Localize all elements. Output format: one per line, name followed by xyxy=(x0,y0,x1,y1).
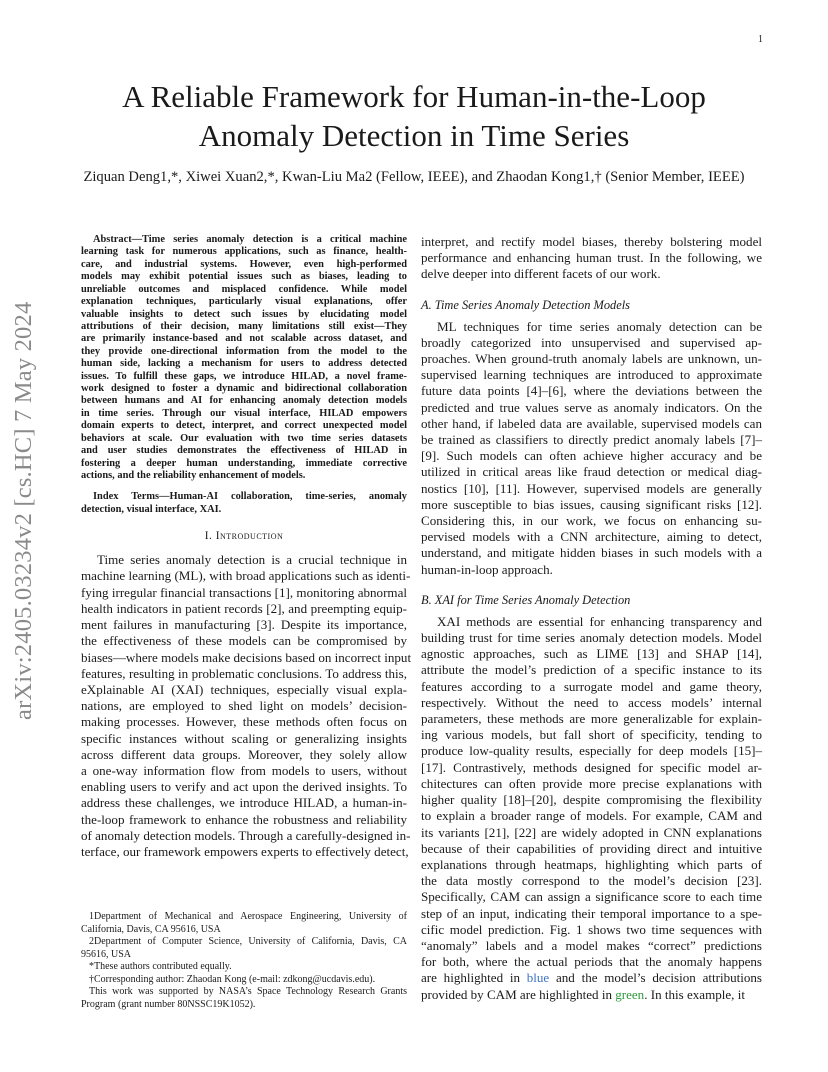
abstract-line: valuable insights to detect such issues by elucidating model xyxy=(81,308,407,320)
body-line: nations, are employed to shed light on models’ decision- xyxy=(81,698,407,714)
abstract-line: care, and industrial systems. However, even high-performed xyxy=(81,258,407,270)
page-number: 1 xyxy=(758,34,763,45)
body-line: machine learning (ML), with broad applications such as identi- xyxy=(81,568,411,584)
body-line: a one-way information flow from models to users, without xyxy=(81,762,407,778)
body-line: nostics [10], [11]. However, supervised models are generally xyxy=(421,480,762,496)
abstract-line: learning task for numerous applications, such as finance, health- xyxy=(81,246,407,258)
abstract-line: they provide one-directional information from the model to the xyxy=(81,345,407,357)
body-line: delve deeper into different facets of our work. xyxy=(421,266,661,282)
body-line-with-blue-highlight xyxy=(421,970,762,986)
abstract-line: work designed to foster a dynamic and bidirectional collaboration xyxy=(81,383,407,395)
body-line: performance and enhancing human trust. In the following, we xyxy=(421,250,762,266)
subsection-b-text xyxy=(421,614,762,1003)
footnote-line: Program (grant number 80NSSC19K1052). xyxy=(81,998,256,1010)
body-line: explanations through heatmaps, highlighting which parts of xyxy=(421,856,762,872)
introduction-continued-text xyxy=(421,234,762,283)
abstract xyxy=(81,234,407,516)
abstract-line: Abstract—Time series anomaly detection is a critical machine xyxy=(93,234,407,245)
abstract-line: attributions of their decision, many limitations still exist—They xyxy=(81,320,407,332)
body-line: [17]. Contrastively, methods designed for specific model ar- xyxy=(421,759,762,775)
abstract-line: models may exhibit potential issues such as biases, leading to xyxy=(81,271,407,283)
body-line: chitectures can often provide more precise explanations with xyxy=(421,775,762,791)
abstract-line: fostering a deeper human understanding, immediate corrective xyxy=(81,457,407,469)
section-heading-introduction: I. Introduction xyxy=(204,530,284,543)
body-line: enabling users to verify and act upon the derived insights. To xyxy=(81,779,407,795)
body-line: “anomaly” labels and a model makes “correct” predictions xyxy=(421,937,762,953)
body-line: biases—where models make decisions based on incorrect input xyxy=(81,649,412,665)
body-line: health indicators in patient records [2], and preempting equip- xyxy=(81,600,407,616)
footnote-line: 1Department of Mechanical and Aerospace Engineering, University of xyxy=(89,911,407,922)
body-line: step of an input, indicating their temporal importance to a spe- xyxy=(421,905,762,921)
blue-highlight-word: blue xyxy=(526,970,550,986)
body-line: Specifically, CAM can assign a significance score to each time xyxy=(421,889,762,905)
title-line: A Reliable Framework for Human-in-the-Loop xyxy=(122,79,706,114)
body-line: proaches. When ground-truth anomaly labels are unknown, un- xyxy=(421,351,762,367)
body-line: Considering this, in our work, we focus on enhancing su- xyxy=(421,513,762,529)
abstract-line: domain experts to detect, interpret, and correct unexpected model xyxy=(81,420,407,432)
body-line: supervised learning techniques are introduced to approximate xyxy=(421,367,762,383)
right-column xyxy=(421,234,762,1003)
body-line: more susceptible to bias issues, causing significant risks [12]. xyxy=(421,496,762,512)
body-line: parameters, these methods are more generalizable for explain- xyxy=(421,711,762,727)
index-terms-line: Index Terms—Human-AI collaboration, time-series, anomaly xyxy=(93,491,407,503)
text-fragment: are highlighted in xyxy=(421,970,527,986)
body-line: higher quality [18]–[20], despite compromising the flexibility xyxy=(421,792,762,808)
text-fragment: and the model’s decision attributions xyxy=(549,970,762,986)
subsection-heading-a: A. Time Series Anomaly Detection Models xyxy=(421,297,630,312)
body-line: ML techniques for time series anomaly detection can be xyxy=(437,318,762,334)
body-line: features according to a surrogate model and game theory, xyxy=(421,678,762,694)
body-line: specific instances without scaling or generalizing insights xyxy=(81,730,407,746)
abstract-line: are primarily instance-based and not scalable across dataset, and xyxy=(81,333,407,345)
abstract-line: in time series. Through our visual interface, HILAD empowers xyxy=(81,407,407,419)
body-line: future data points [4]–[6], where the deviations between the xyxy=(421,383,762,399)
body-line: utilized in critical areas like fraud detection or medical diag- xyxy=(421,464,762,480)
text-fragment: . In this example, it xyxy=(644,986,745,1002)
abstract-line: explanation techniques, particularly visual explanations, offer xyxy=(81,296,407,308)
index-terms xyxy=(81,491,407,516)
index-terms-line: detection, visual interface, XAI. xyxy=(81,503,222,515)
body-line: its variants [21], [22] are widely adopted in CNN explanations xyxy=(421,824,762,840)
body-line: building trust for time series anomaly detection models. Model xyxy=(421,630,762,646)
body-line: across different data groups. Moreover, they solely allow xyxy=(81,746,407,762)
arxiv-identifier-stamp: arXiv:2405.03234v2 [cs.HC] 7 May 2024 xyxy=(10,301,37,720)
body-line: predicted and true values serve as anomaly indicators. On the xyxy=(421,399,762,415)
body-line: cific model prediction. Fig. 1 shows two time sequences with xyxy=(421,921,762,937)
body-line: human-in-loop approach. xyxy=(421,561,553,577)
body-line: making processes. However, these methods often focus on xyxy=(81,714,407,730)
abstract-line: human side, lacking a mechanism for users to address detected xyxy=(81,358,407,370)
abstract-line: unreliable outcomes and misplaced confidence. While model xyxy=(81,283,407,295)
body-line: respectively. Without the need to access models’ internal xyxy=(421,694,762,710)
abstract-line: actions, and the reliability enhancement of models. xyxy=(81,470,306,482)
abstract-line: and user studies demonstrates the effectiveness of HILAD in xyxy=(81,445,407,457)
abstract-line: between humans and AI for enhancing anomaly detection models xyxy=(81,395,407,407)
footnote-line: *These authors contributed equally. xyxy=(89,961,232,972)
body-line: ing various models, but fall short of specificity, tending to xyxy=(421,727,762,743)
body-line: address these challenges, we introduce HILAD, a human-in- xyxy=(81,795,407,811)
body-line: agnostic approaches, such as LIME [13] and SHAP [14], xyxy=(421,646,762,662)
body-line: of anomaly detection models. Through a carefully-designed in- xyxy=(81,827,411,843)
body-line: other hand, if labeled data are available, supervised models can xyxy=(421,415,762,431)
footnote-line: 2Department of Computer Science, University of California, Davis, CA xyxy=(89,936,407,947)
green-highlight-word: green xyxy=(615,986,645,1002)
body-line-with-green-highlight xyxy=(421,987,762,1003)
body-line: to explain a broader range of models. For example, CAM and xyxy=(421,808,762,824)
body-line: Time series anomaly detection is a crucial technique in xyxy=(97,552,407,568)
body-line: ment failures in manufacturing [3]. Despite its importance, xyxy=(81,617,407,633)
body-line: for both, where the actual periods that the anomaly happens xyxy=(421,954,762,970)
abstract-line: issues. To fulfill these gaps, we introduce HILAD, a novel frame- xyxy=(81,370,407,382)
text-fragment: provided by CAM are highlighted in xyxy=(421,986,616,1002)
body-line: the-loop framework to enhance the robustness and reliability xyxy=(81,811,407,827)
footnotes xyxy=(81,911,407,1011)
body-line: XAI methods are essential for enhancing transparency and xyxy=(437,613,762,629)
body-line: the effectiveness of these models can be compromised by xyxy=(81,633,407,649)
body-line: eXplainable AI (XAI) techniques, especially visual expla- xyxy=(81,681,407,697)
author-list: Ziquan Deng1,*, Xiwei Xuan2,*, Kwan-Liu Ma2 (Fellow, IEEE), and Zhaodan Kong1,† (Senior Member, IEEE) xyxy=(83,169,745,185)
body-line: the data mostly correspond to the model’s decision [23]. xyxy=(421,873,762,889)
title-line: Anomaly Detection in Time Series xyxy=(198,118,630,153)
subsection-heading-b: B. XAI for Time Series Anomaly Detection xyxy=(421,592,631,607)
footnote-line: This work was supported by NASA’s Space Technology Research Grants xyxy=(89,986,407,997)
body-line: broadly categorized into unsupervised and supervised ap- xyxy=(421,334,762,350)
left-column xyxy=(81,234,412,860)
body-line: because of their capabilities of providing direct and intuitive xyxy=(421,840,762,856)
footnote-line: †Corresponding author: Zhaodan Kong (e-mail: zdkong@ucdavis.edu). xyxy=(89,973,376,985)
body-line: terface, our framework empowers experts to effectively detect, xyxy=(81,843,409,859)
body-line: produce low-quality results, especially for deep models [15]– xyxy=(421,743,762,759)
footnote-line: California, Davis, CA 95616, USA xyxy=(81,923,221,935)
body-line: interpret, and rectify model biases, thereby bolstering model xyxy=(421,234,762,249)
body-line: attribute the model’s prediction of a specific instance to its xyxy=(421,662,762,678)
body-line: understand, and mitigate hidden biases in such models with a xyxy=(421,545,762,561)
body-line: pervised models with a CNN architecture, aiming to detect, xyxy=(421,529,762,545)
subsection-a-text xyxy=(421,319,762,578)
body-line: [9]. Such models can often achieve higher accuracy and be xyxy=(421,448,762,464)
body-line: be trained as classifiers to directly predict anomaly labels [7]– xyxy=(421,432,762,448)
body-line: fying irregular financial transactions [1], monitoring abnormal xyxy=(81,584,407,600)
introduction-text xyxy=(81,552,412,860)
abstract-line: behaviors at scale. Our evaluation with two time series datasets xyxy=(81,432,407,444)
footnote-line: 95616, USA xyxy=(81,948,132,960)
body-line: features, resulting in problematic conclusions. To address this, xyxy=(81,665,407,681)
paper-title xyxy=(0,77,828,155)
